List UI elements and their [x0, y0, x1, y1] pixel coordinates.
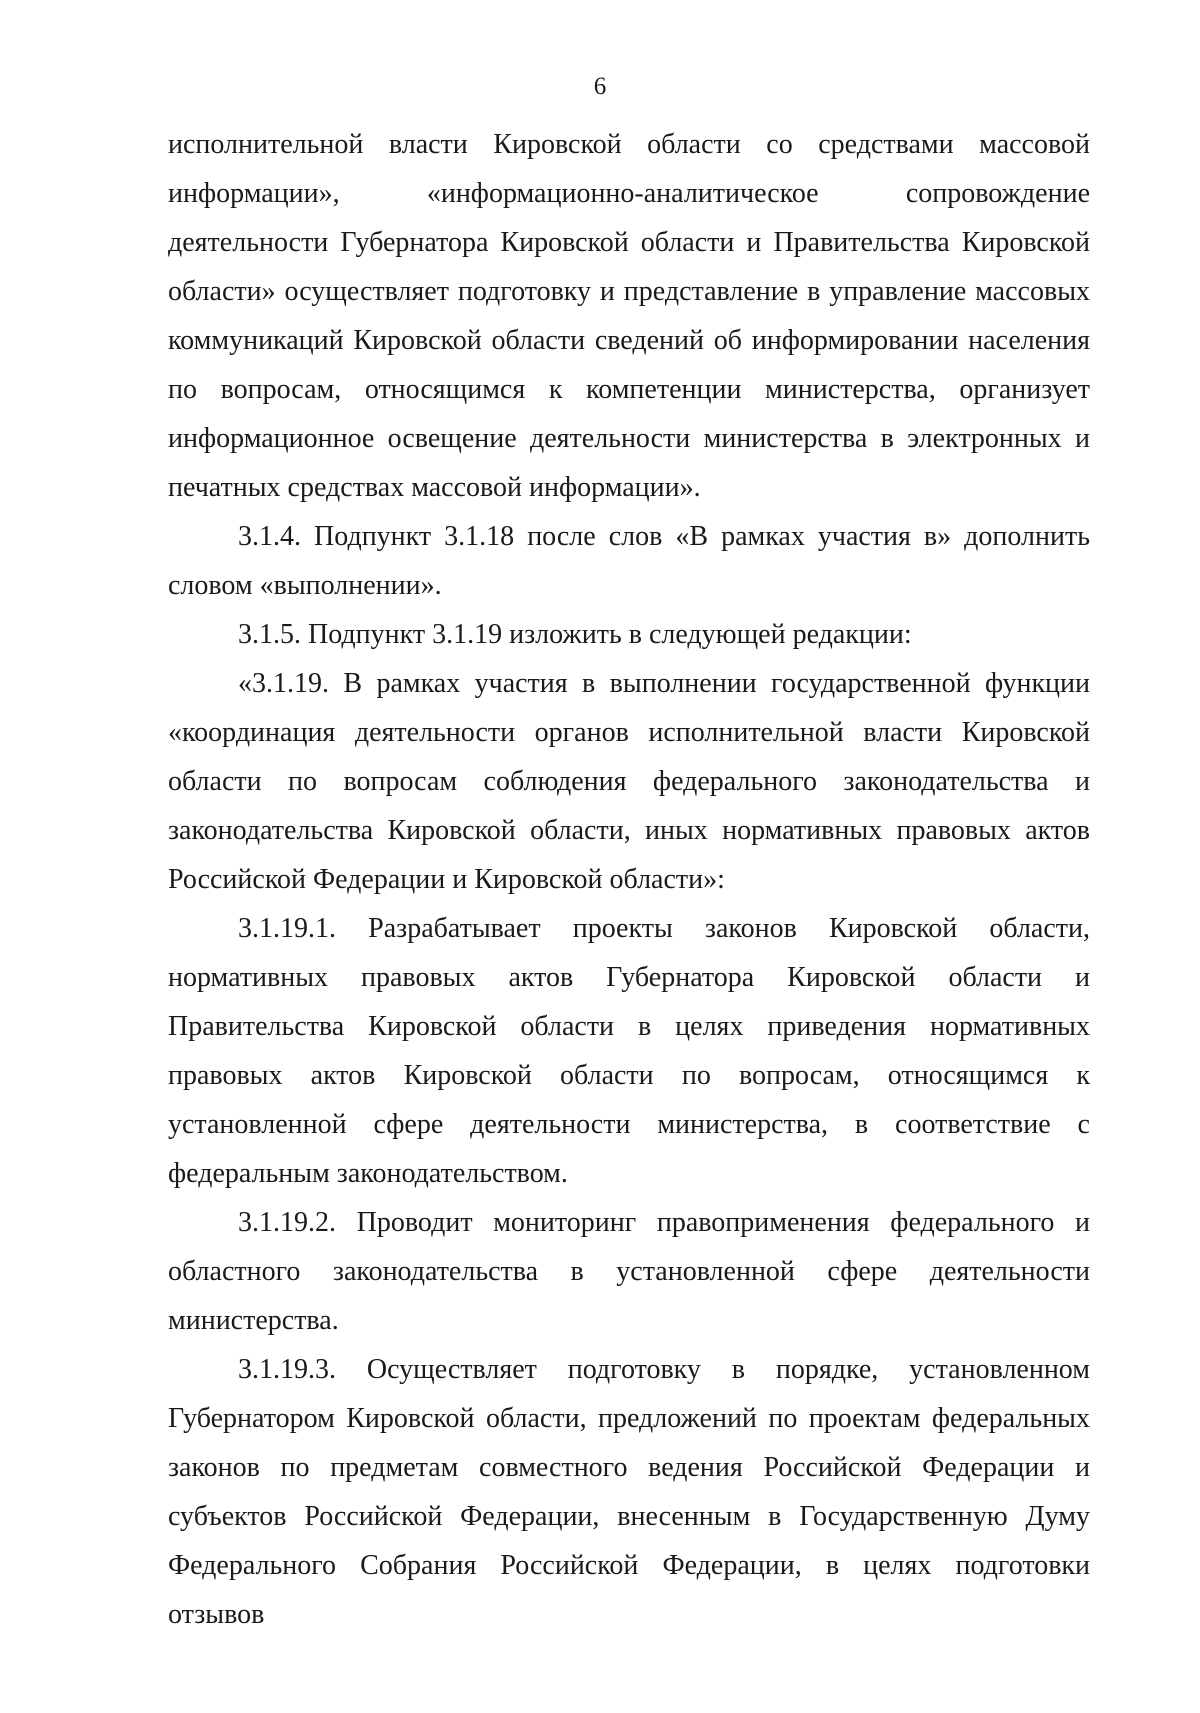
paragraph-3-1-19-2: 3.1.19.2. Проводит мониторинг правоприменения федерального и областного законодательства в установленной сфере деятельности министерства.	[168, 1207, 1090, 1336]
paragraph-continuation: исполнительной власти Кировской области со средствами массовой информации», «информационно-аналитическое сопровождение деятельности Губернатора Кировской области и Правительства Кировской области» осуществляет подготовку и представление в управление массовых коммуникаций Кировской области сведений об информировании населения по вопросам, относящимся к компетенции министерства, организует информационное освещение деятельности министерства в электронных и печатных средствах массовой информации».	[168, 129, 1090, 503]
paragraph-3-1-5: 3.1.5. Подпункт 3.1.19 изложить в следующей редакции:	[238, 619, 912, 650]
paragraph-3-1-19: «3.1.19. В рамках участия в выполнении государственной функции «координация деятельности органов исполнительной власти Кировской области по вопросам соблюдения федерального законодательства и законодательства Кировской области, иных нормативных правовых актов Российской Федерации и Кировской области»:	[168, 668, 1090, 895]
paragraph-3-1-19-1: 3.1.19.1. Разрабатывает проекты законов Кировской области, нормативных правовых актов Губернатора Кировской области и Правительства Кировской области в целях приведения нормативных правовых актов Кировской области по вопросам, относящимся к установленной сфере деятельности министерства, в соответствие с федеральным законодательством.	[168, 913, 1090, 1189]
paragraph-3-1-4: 3.1.4. Подпункт 3.1.18 после слов «В рамках участия в» дополнить словом «выполнении».	[168, 521, 1090, 601]
document-body	[168, 120, 1090, 1639]
page-number: 6	[593, 73, 607, 100]
paragraph-3-1-19-3: 3.1.19.3. Осуществляет подготовку в порядке, установленном Губернатором Кировской области, предложений по проектам федеральных законов по предметам совместного ведения Российской Федерации и субъектов Российской Федерации, внесенным в Государственную Думу Федерального Собрания Российской Федерации, в целях подготовки отзывов	[168, 1354, 1090, 1630]
